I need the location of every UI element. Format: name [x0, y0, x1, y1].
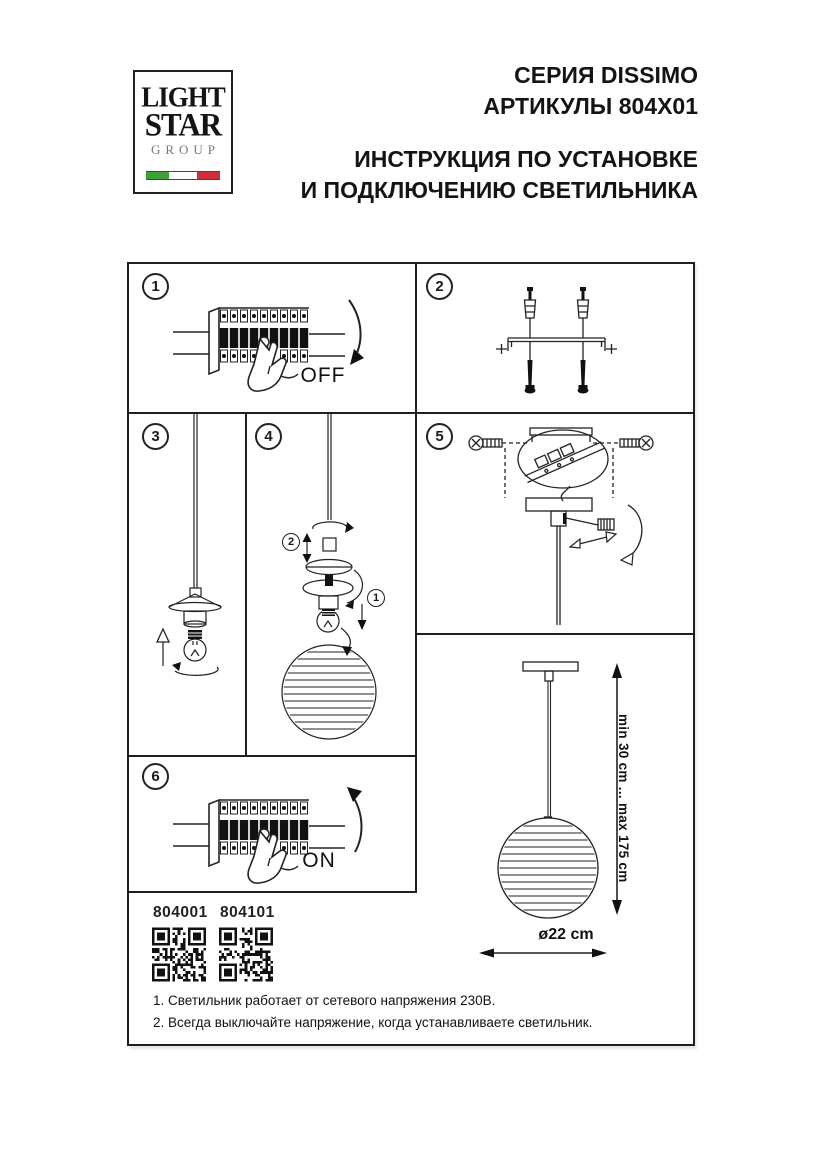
step-6-number: 6: [142, 763, 169, 790]
off-label: OFF: [300, 364, 346, 387]
flag-white: [171, 172, 194, 179]
on-label: ON: [302, 849, 336, 872]
qr-code: [152, 927, 206, 982]
italy-flag-bar: [146, 171, 220, 180]
instruction-grid: [127, 262, 695, 1046]
flag-red: [197, 172, 220, 179]
step6-breaker-on-figure: [169, 776, 369, 894]
series-title: СЕРИЯ DISSIMO: [514, 62, 698, 88]
height-range-label: min 30 cm ... max 175 cm: [616, 714, 631, 883]
step-3-number: 3: [142, 423, 169, 450]
step-4-number: 4: [255, 423, 282, 450]
flag-green: [146, 172, 169, 179]
product-code: 804101: [220, 904, 275, 921]
product-code: 804001: [153, 904, 208, 921]
qr-code: [219, 927, 273, 982]
step3-bulb-install-figure: [129, 414, 245, 753]
lightstar-logo: [133, 70, 233, 194]
logo-word-light: LIGHT: [141, 81, 225, 113]
diameter-label: ø22 cm: [538, 926, 594, 943]
step4-callout-1: 1: [367, 589, 385, 607]
step4-assembly-figure: [247, 414, 413, 755]
step-2-number: 2: [426, 273, 453, 300]
up-arrow-icon: [352, 795, 361, 852]
articles-title: АРТИКУЛЫ 804X01: [483, 93, 698, 119]
header-titles: [300, 60, 698, 206]
instruction-title-line2: И ПОДКЛЮЧЕНИЮ СВЕТИЛЬНИКА: [300, 177, 698, 203]
note-line: 1. Светильник работает от сетевого напряжения 230В.: [153, 993, 496, 1008]
step4-callout-2: 2: [282, 533, 300, 551]
step-1-number: 1: [142, 273, 169, 300]
down-arrow-icon: [349, 300, 361, 357]
logo-word-star: STAR: [144, 106, 222, 143]
grid-divider: [129, 755, 417, 757]
step-5-number: 5: [426, 423, 453, 450]
safety-notes: [153, 990, 698, 1034]
step2-mounting-kit-figure: [470, 283, 630, 401]
dimension-figure: [415, 635, 693, 1037]
note-line: 2. Всегда выключайте напряжение, когда устанавливаете светильник.: [153, 1015, 593, 1030]
instruction-title-line1: ИНСТРУКЦИЯ ПО УСТАНОВКЕ: [354, 146, 698, 172]
logo-word-group: GROUP: [150, 142, 221, 157]
step5-ceiling-mount-figure: [417, 414, 693, 632]
